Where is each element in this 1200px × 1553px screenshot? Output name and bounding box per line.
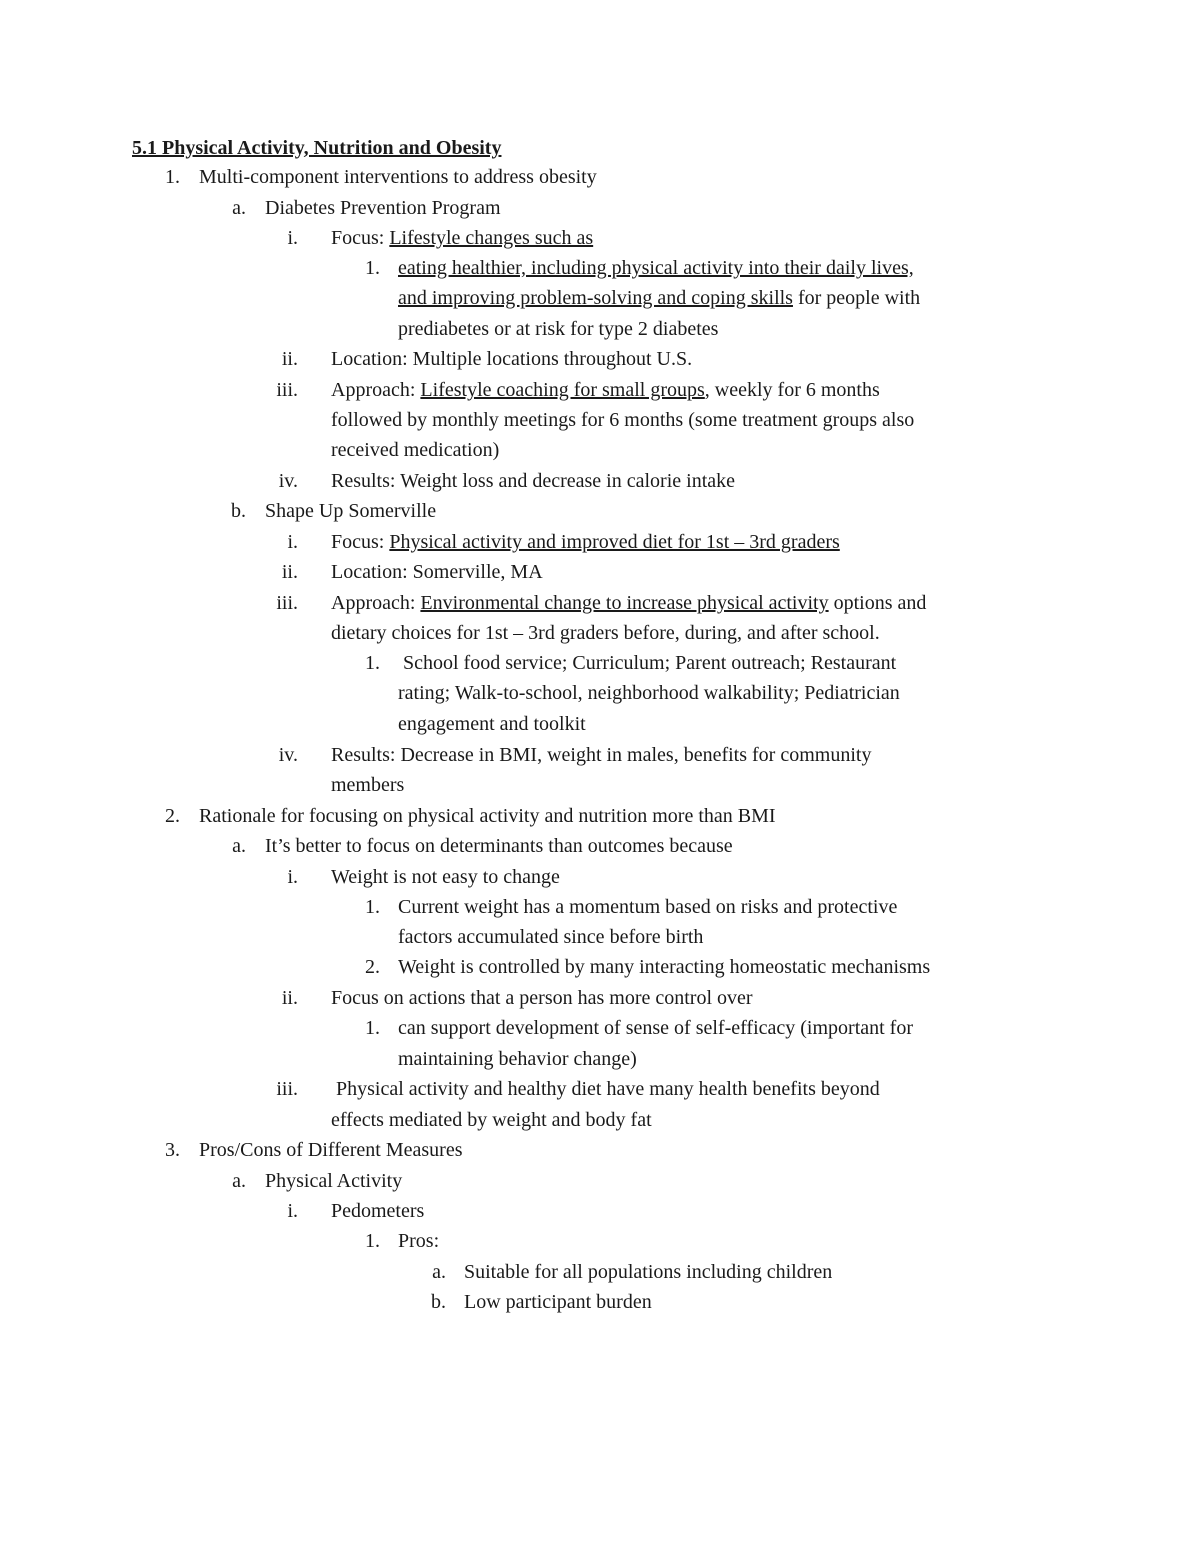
list-label: Focus:	[331, 531, 390, 553]
underlined-text: Physical activity and improved diet for 1st – 3rd graders	[389, 531, 840, 553]
list-text: Results: Weight loss and decrease in calorie intake	[331, 470, 736, 492]
list-marker: a.	[432, 1261, 446, 1283]
list-marker: 2.	[365, 956, 380, 978]
list-marker: iii.	[276, 379, 298, 401]
list-marker: i.	[287, 866, 298, 888]
list-marker: i.	[287, 1200, 298, 1222]
list-marker: a.	[232, 835, 246, 857]
list-marker: b.	[431, 1291, 446, 1313]
list-text: Pros/Cons of Different Measures	[199, 1139, 463, 1161]
list-text: factors accumulated since before birth	[398, 926, 704, 948]
list-marker: i.	[287, 227, 298, 249]
list-text: for people with	[792, 287, 921, 309]
list-text: Physical activity and healthy diet have many health benefits beyond	[331, 1078, 880, 1100]
list-marker: a.	[232, 1170, 246, 1192]
underlined-text: Environmental change to increase physical activity	[420, 592, 829, 614]
list-text: Suitable for all populations including children	[464, 1261, 833, 1283]
list-marker: i.	[287, 531, 298, 553]
list-marker: 1.	[365, 896, 380, 918]
list-marker: ii.	[281, 987, 298, 1009]
list-marker: 1.	[365, 1017, 380, 1039]
list-text: Location: Multiple locations throughout U.S.	[331, 348, 693, 370]
list-marker: 1.	[365, 652, 380, 674]
underlined-text: Lifestyle changes such as	[389, 227, 594, 249]
list-label: Focus:	[331, 227, 390, 249]
list-marker: 2.	[165, 805, 180, 827]
list-text: prediabetes or at risk for type 2 diabetes	[398, 318, 719, 340]
list-text: Weight is not easy to change	[331, 866, 560, 888]
list-text: Low participant burden	[464, 1291, 652, 1313]
list-text: effects mediated by weight and body fat	[331, 1109, 652, 1131]
list-label: Approach:	[331, 592, 421, 614]
list-marker: ii.	[281, 561, 298, 583]
list-text: options and	[828, 592, 927, 614]
list-text: followed by monthly meetings for 6 months (some treatment groups also	[331, 409, 915, 431]
list-text: rating; Walk-to-school, neighborhood walkability; Pediatrician	[398, 682, 900, 704]
list-text: Diabetes Prevention Program	[265, 197, 501, 219]
list-text: maintaining behavior change)	[398, 1048, 637, 1070]
list-marker: ii.	[281, 348, 298, 370]
list-label: Approach:	[331, 379, 421, 401]
list-text: engagement and toolkit	[398, 713, 586, 735]
list-text: members	[331, 774, 405, 796]
list-text: Location: Somerville, MA	[331, 561, 543, 583]
list-marker: 3.	[165, 1139, 180, 1161]
list-text: dietary choices for 1st – 3rd graders before, during, and after school.	[331, 622, 880, 644]
list-text: Weight is controlled by many interacting homeostatic mechanisms	[398, 956, 931, 978]
list-text: It’s better to focus on determinants than outcomes because	[265, 835, 733, 857]
underlined-text: Lifestyle coaching for small groups	[420, 379, 705, 401]
list-text: Pros:	[398, 1230, 440, 1252]
list-text: Current weight has a momentum based on risks and protective	[398, 896, 898, 918]
list-text: , weekly for 6 months	[704, 379, 880, 401]
list-marker: iv.	[278, 470, 298, 492]
list-marker: 1.	[365, 1230, 380, 1252]
list-text: Multi-component interventions to address obesity	[199, 166, 597, 188]
underlined-text: and improving problem-solving and coping skills	[398, 287, 793, 309]
list-text: Focus on actions that a person has more control over	[331, 987, 753, 1009]
underlined-text: eating healthier, including physical activity into their daily lives,	[398, 257, 914, 279]
list-text: Rationale for focusing on physical activity and nutrition more than BMI	[199, 805, 776, 827]
list-marker: 1.	[165, 166, 180, 188]
list-marker: iv.	[278, 744, 298, 766]
list-marker: b.	[231, 500, 246, 522]
list-text: Pedometers	[331, 1200, 425, 1222]
list-text: Physical Activity	[265, 1170, 403, 1192]
list-text: received medication)	[331, 439, 500, 461]
list-marker: iii.	[276, 1078, 298, 1100]
list-marker: a.	[232, 197, 246, 219]
list-text: can support development of sense of self-efficacy (important for	[398, 1017, 913, 1039]
list-text: School food service; Curriculum; Parent outreach; Restaurant	[398, 652, 897, 674]
section-title: 5.1 Physical Activity, Nutrition and Obesity	[132, 137, 502, 159]
list-text: Results: Decrease in BMI, weight in males, benefits for community	[331, 744, 872, 766]
list-marker: 1.	[365, 257, 380, 279]
list-marker: iii.	[276, 592, 298, 614]
list-text: Shape Up Somerville	[265, 500, 437, 522]
